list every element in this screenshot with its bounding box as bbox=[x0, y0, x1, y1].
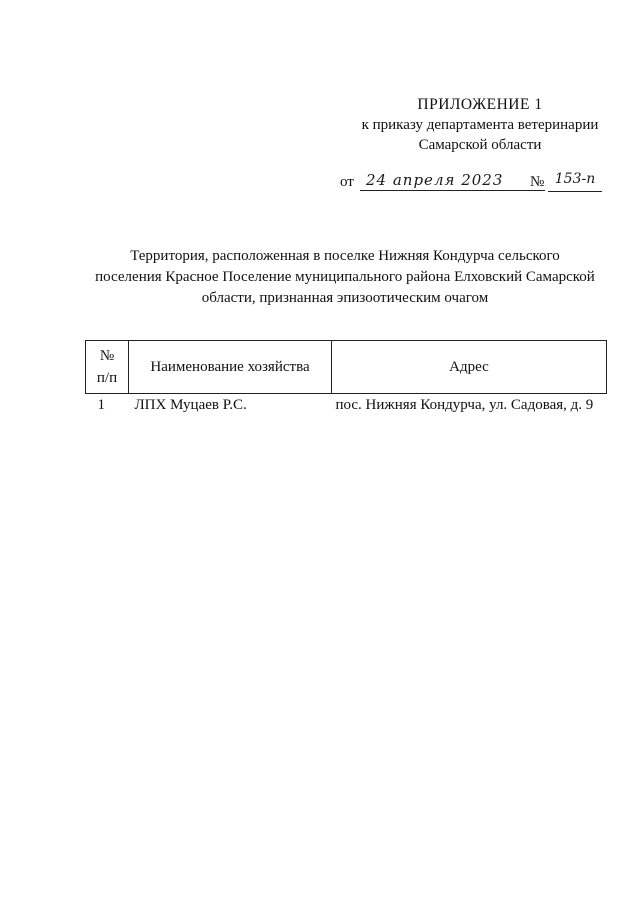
appendix-header bbox=[330, 95, 630, 155]
appendix-line-1: к приказу департамента ветеринарии bbox=[361, 117, 599, 133]
table-row bbox=[86, 394, 607, 418]
table-header-row bbox=[86, 341, 607, 394]
order-date-handwritten: 24 апреля 2023 bbox=[360, 171, 545, 191]
header-number bbox=[86, 341, 129, 394]
farms-table bbox=[85, 340, 607, 417]
order-reference bbox=[340, 171, 610, 195]
heading-line-2: поселения Красное Поселение муниципального района Елховский Самарской bbox=[95, 269, 595, 285]
appendix-line-2: Самарской области bbox=[418, 137, 542, 153]
header-farm-name: Наименование хозяйства bbox=[129, 341, 332, 394]
order-date-prefix: от bbox=[340, 174, 354, 190]
row-address: пос. Нижняя Кондурча, ул. Садовая, д. 9 bbox=[335, 397, 594, 413]
header-address: Адрес bbox=[332, 341, 607, 394]
order-number-sign: № bbox=[530, 174, 545, 190]
document-heading bbox=[80, 246, 610, 309]
appendix-title: ПРИЛОЖЕНИЕ 1 bbox=[417, 96, 543, 113]
row-farm-name: ЛПХ Муцаев Р.С. bbox=[134, 397, 247, 413]
row-number: 1 bbox=[97, 397, 105, 413]
header-number-sign: № bbox=[99, 348, 115, 364]
order-number-handwritten: 153-п bbox=[548, 171, 602, 192]
heading-line-3: области, признанная эпизоотическим очагом bbox=[201, 290, 489, 306]
heading-line-1: Территория, расположенная в поселке Нижняя Кондурча сельского bbox=[130, 248, 560, 264]
header-number-label: п/п bbox=[96, 370, 118, 386]
